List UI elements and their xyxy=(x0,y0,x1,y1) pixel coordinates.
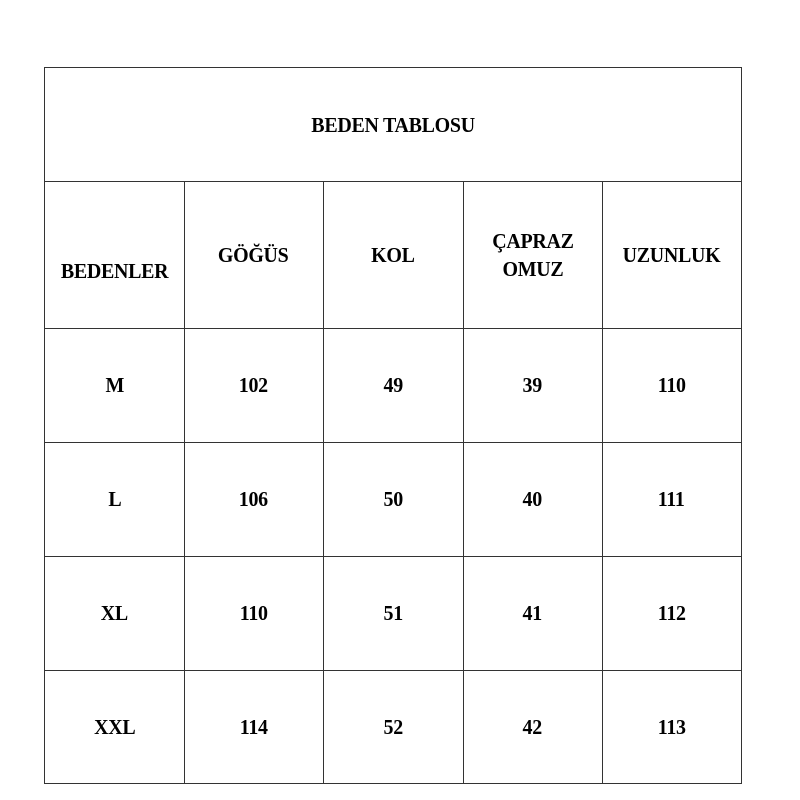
table-title xyxy=(45,68,741,182)
cell-value: 111 xyxy=(658,487,685,512)
cell-value: 113 xyxy=(657,715,686,740)
table-cell-bedenler xyxy=(45,557,184,670)
table-cell-capraz-omuz xyxy=(463,671,602,784)
cell-value: 50 xyxy=(383,487,403,512)
table-cell-uzunluk xyxy=(602,443,741,556)
size-chart-table xyxy=(44,67,742,784)
table-cell-gogus xyxy=(184,671,323,784)
header-gogus xyxy=(184,182,323,328)
cell-value: XL xyxy=(100,601,129,626)
header-uzunluk xyxy=(602,182,741,328)
table-cell-capraz-omuz xyxy=(463,557,602,670)
table-cell-gogus xyxy=(184,557,323,670)
header-capraz-omuz xyxy=(463,182,602,328)
cell-value: 106 xyxy=(238,487,269,512)
table-cell-gogus xyxy=(184,443,323,556)
cell-value: 102 xyxy=(238,373,269,398)
table-cell-capraz-omuz xyxy=(463,329,602,442)
table-cell-uzunluk xyxy=(602,671,741,784)
table-cell-kol xyxy=(323,443,463,556)
header-kol xyxy=(323,182,463,328)
cell-value: 49 xyxy=(383,373,403,398)
table-cell-kol xyxy=(323,329,463,442)
cell-value: XXL xyxy=(93,715,136,740)
header-text: ÇAPRAZ OMUZ xyxy=(491,228,574,281)
header-text: BEDENLER xyxy=(60,258,169,283)
cell-value: 39 xyxy=(522,373,543,398)
table-cell-kol xyxy=(323,557,463,670)
cell-value: 110 xyxy=(657,373,686,398)
table-cell-bedenler xyxy=(45,443,184,556)
table-cell-bedenler xyxy=(45,329,184,442)
table-cell-gogus xyxy=(184,329,323,442)
cell-value: 51 xyxy=(383,601,403,626)
cell-value: 40 xyxy=(522,487,543,512)
table-cell-capraz-omuz xyxy=(463,443,602,556)
cell-value: 110 xyxy=(239,601,268,626)
cell-value: 41 xyxy=(522,601,543,626)
table-cell-kol xyxy=(323,671,463,784)
cell-value: 52 xyxy=(383,715,403,740)
table-cell-uzunluk xyxy=(602,557,741,670)
cell-value: 112 xyxy=(657,601,686,626)
table-cell-bedenler xyxy=(45,671,184,784)
header-text: GÖĞÜS xyxy=(218,242,289,267)
cell-value: M xyxy=(105,373,124,398)
cell-value: L xyxy=(107,487,122,512)
table-cell-uzunluk xyxy=(602,329,741,442)
title-text: BEDEN TABLOSU xyxy=(311,112,475,137)
header-text: KOL xyxy=(371,242,415,267)
cell-value: 114 xyxy=(239,715,268,740)
header-text: UZUNLUK xyxy=(622,242,721,267)
cell-value: 42 xyxy=(522,715,543,740)
header-bedenler xyxy=(45,182,184,328)
